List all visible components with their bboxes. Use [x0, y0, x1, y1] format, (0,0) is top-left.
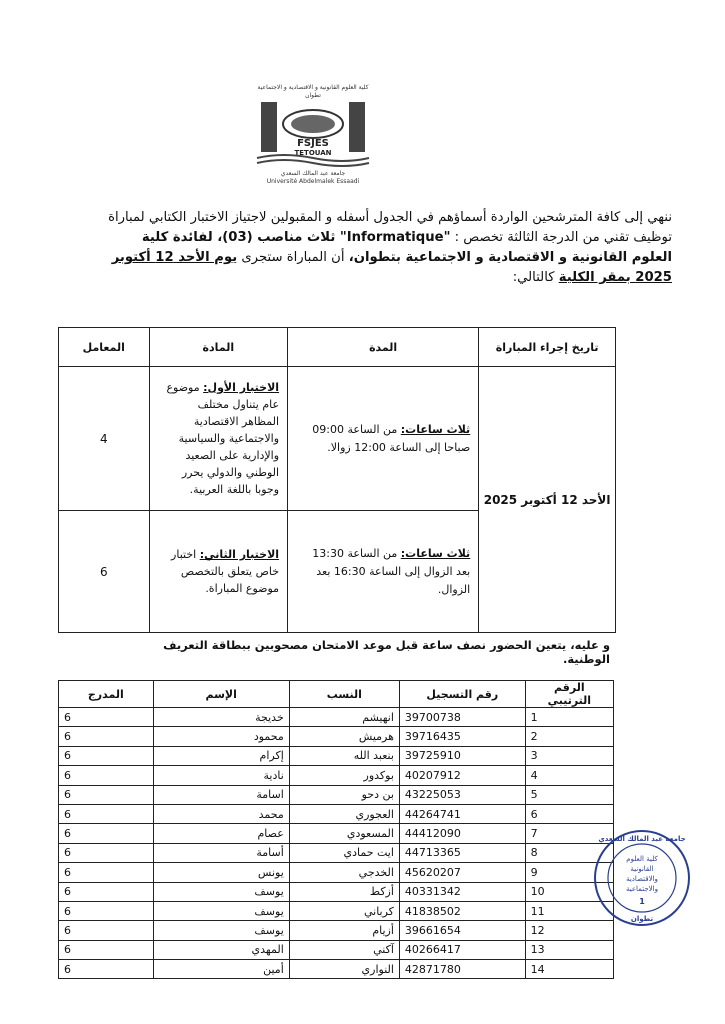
- duration-cell: ثلاث ساعات: من الساعة 13:30 بعد الزوال إلى الساعة 16:30 بعد الزوال.: [288, 511, 479, 633]
- header-nasab: النسب: [289, 681, 399, 708]
- candidate-family-name: العجوري: [289, 804, 399, 823]
- header-reg: رقم التسجيل: [399, 681, 525, 708]
- candidate-row: [59, 766, 614, 785]
- candidate-hall: 6: [59, 708, 154, 727]
- stamp-inner-4: والاجتماعية: [626, 885, 658, 893]
- candidate-reg-number: 39725910: [399, 746, 525, 765]
- candidate-family-name: انهيشم: [289, 708, 399, 727]
- candidate-first-name: يوسف: [153, 901, 289, 920]
- intro-line-3: العلوم القانونية و الاقتصادية و الاجتماعية بتطوان، أن المباراة ستجرى يوم الأحد 12 أكتوبر: [111, 250, 672, 265]
- candidate-reg-number: 44264741: [399, 804, 525, 823]
- stamp-inner-1: كلية العلوم: [626, 855, 658, 863]
- candidate-rank: 10: [525, 882, 613, 901]
- candidate-row: [59, 804, 614, 823]
- schedule-row: [59, 367, 616, 511]
- candidate-hall: 6: [59, 921, 154, 940]
- candidate-rank: 13: [525, 940, 613, 959]
- header-date: تاريخ إجراء المباراة: [479, 328, 616, 367]
- candidate-reg-number: 39700738: [399, 708, 525, 727]
- candidate-row: [59, 708, 614, 727]
- logo-sub: TETOUAN: [294, 149, 332, 157]
- candidate-reg-number: 45620207: [399, 863, 525, 882]
- stamp-inner-3: والاقتصادية: [626, 875, 658, 883]
- candidate-reg-number: 44713365: [399, 843, 525, 862]
- candidate-first-name: محمود: [153, 727, 289, 746]
- candidate-first-name: يونس: [153, 863, 289, 882]
- candidate-hall: 6: [59, 727, 154, 746]
- candidate-first-name: المهدي: [153, 940, 289, 959]
- candidate-hall: 6: [59, 843, 154, 862]
- candidate-family-name: بنعبد الله: [289, 746, 399, 765]
- candidate-first-name: اسامة: [153, 785, 289, 804]
- stamp-outer: جامعة عبد المالك السعدي: [598, 835, 686, 843]
- exam-date: الأحد 12 أكتوبر 2025: [479, 367, 616, 633]
- subject-cell: الاختبار الثاني: اختبار خاص يتعلق بالتخصص موضوع المباراة.: [149, 511, 287, 633]
- candidate-family-name: النواري: [289, 960, 399, 979]
- candidate-reg-number: 42871780: [399, 960, 525, 979]
- official-stamp: [592, 828, 692, 928]
- schedule-table: [58, 327, 616, 633]
- logo-faculty-line: كلية العلوم القانونية و الاقتصادية و الاجتماعية: [257, 84, 369, 91]
- candidate-row: [59, 863, 614, 882]
- candidate-hall: 6: [59, 785, 154, 804]
- candidate-family-name: أزيام: [289, 921, 399, 940]
- candidate-reg-number: 40266417: [399, 940, 525, 959]
- intro-line-1: ننهي إلى كافة المترشحين الواردة أسماؤهم في الجدول أسفله و المقبولين لاجتياز الاختبار الكتابي لمباراة: [108, 210, 672, 225]
- logo-university-fr: Université Abdelmalek Essaadi: [266, 178, 360, 185]
- stamp-seal-icon: [592, 828, 692, 928]
- candidate-rank: 7: [525, 824, 613, 843]
- candidate-hall: 6: [59, 804, 154, 823]
- header-grade: المدرج: [59, 681, 154, 708]
- logo-emblem-icon: [253, 100, 373, 170]
- candidate-family-name: الخدجي: [289, 863, 399, 882]
- candidate-reg-number: 41838502: [399, 901, 525, 920]
- logo-city-line: تطوان: [305, 92, 321, 99]
- candidate-reg-number: 40331342: [399, 882, 525, 901]
- candidate-reg-number: 40207912: [399, 766, 525, 785]
- candidate-rank: 11: [525, 901, 613, 920]
- candidate-first-name: خديجة: [153, 708, 289, 727]
- candidate-rank: 8: [525, 843, 613, 862]
- subject-cell: الاختبار الأول: موضوع عام يتناول مختلف المظاهر الاقتصادية والاجتماعية والسياسية والإدارية على الصعيد الوطني والدولي يحرر وجوبا باللغة العربية.: [149, 367, 287, 511]
- candidate-row: [59, 940, 614, 959]
- candidates-header-row: [59, 681, 614, 708]
- candidate-rank: 4: [525, 766, 613, 785]
- header-subject: المادة: [149, 328, 287, 367]
- header-duration: المدة: [288, 328, 479, 367]
- candidate-reg-number: 39716435: [399, 727, 525, 746]
- candidate-row: [59, 824, 614, 843]
- candidate-first-name: نادية: [153, 766, 289, 785]
- stamp-inner-2: القانونية: [630, 865, 654, 873]
- stamp-number: 1: [639, 897, 645, 906]
- candidate-row: [59, 727, 614, 746]
- intro-line-2: توظيف تقني من الدرجة الثالثة تخصص : "Informatique" ثلاث مناصب (03)، لفائدة كلية: [141, 230, 672, 245]
- candidate-rank: 2: [525, 727, 613, 746]
- faculty-logo: [248, 84, 378, 194]
- candidate-hall: 6: [59, 863, 154, 882]
- stamp-bottom: تطوان: [630, 915, 654, 923]
- candidate-rank: 3: [525, 746, 613, 765]
- candidate-family-name: بوكدور: [289, 766, 399, 785]
- header-coef: المعامل: [59, 328, 150, 367]
- candidate-hall: 6: [59, 882, 154, 901]
- candidate-rank: 9: [525, 863, 613, 882]
- header-name: الإسم: [153, 681, 289, 708]
- candidate-first-name: يوسف: [153, 882, 289, 901]
- coef-cell: 6: [59, 511, 150, 633]
- logo-university-ar: جامعة عبد المالك السعدي: [280, 170, 346, 177]
- candidate-family-name: المسعودي: [289, 824, 399, 843]
- candidate-family-name: ايت حمادي: [289, 843, 399, 862]
- candidate-reg-number: 43225053: [399, 785, 525, 804]
- duration-cell: ثلاث ساعات: من الساعة 09:00 صباحا إلى الساعة 12:00 زوالا.: [288, 367, 479, 511]
- candidate-first-name: أسامة: [153, 843, 289, 862]
- candidate-first-name: عصام: [153, 824, 289, 843]
- schedule-header-row: [59, 328, 616, 367]
- candidate-reg-number: 44412090: [399, 824, 525, 843]
- candidate-hall: 6: [59, 746, 154, 765]
- candidate-row: [59, 901, 614, 920]
- candidate-rank: 6: [525, 804, 613, 823]
- candidate-first-name: يوسف: [153, 921, 289, 940]
- candidate-rank: 1: [525, 708, 613, 727]
- candidate-rank: 12: [525, 921, 613, 940]
- attendance-notice: و عليه، يتعين الحضور نصف ساعة قبل موعد الامتحان مصحوبين ببطاقة التعريف الوطنية.: [163, 638, 610, 666]
- candidate-hall: 6: [59, 824, 154, 843]
- logo-text: FSJES: [297, 138, 329, 149]
- candidate-hall: 6: [59, 901, 154, 920]
- candidate-row: [59, 921, 614, 940]
- candidate-hall: 6: [59, 940, 154, 959]
- candidate-family-name: آكني: [289, 940, 399, 959]
- candidate-family-name: كرباني: [289, 901, 399, 920]
- candidate-row: [59, 882, 614, 901]
- header-rank: الرقم الترتيبي: [525, 681, 613, 708]
- intro-paragraph: [52, 208, 672, 288]
- candidate-family-name: أزكط: [289, 882, 399, 901]
- intro-line-4: 2025 بمقر الكلية كالتالي:: [512, 270, 672, 285]
- candidate-family-name: هرميش: [289, 727, 399, 746]
- candidate-rank: 5: [525, 785, 613, 804]
- candidate-rank: 14: [525, 960, 613, 979]
- candidate-row: [59, 746, 614, 765]
- candidate-row: [59, 843, 614, 862]
- candidate-hall: 6: [59, 766, 154, 785]
- candidate-row: [59, 960, 614, 979]
- candidate-row: [59, 785, 614, 804]
- candidate-first-name: إكرام: [153, 746, 289, 765]
- candidate-reg-number: 39661654: [399, 921, 525, 940]
- candidate-first-name: محمد: [153, 804, 289, 823]
- candidate-hall: 6: [59, 960, 154, 979]
- candidate-family-name: بن دحو: [289, 785, 399, 804]
- coef-cell: 4: [59, 367, 150, 511]
- candidates-table: [58, 680, 614, 979]
- candidate-first-name: أمين: [153, 960, 289, 979]
